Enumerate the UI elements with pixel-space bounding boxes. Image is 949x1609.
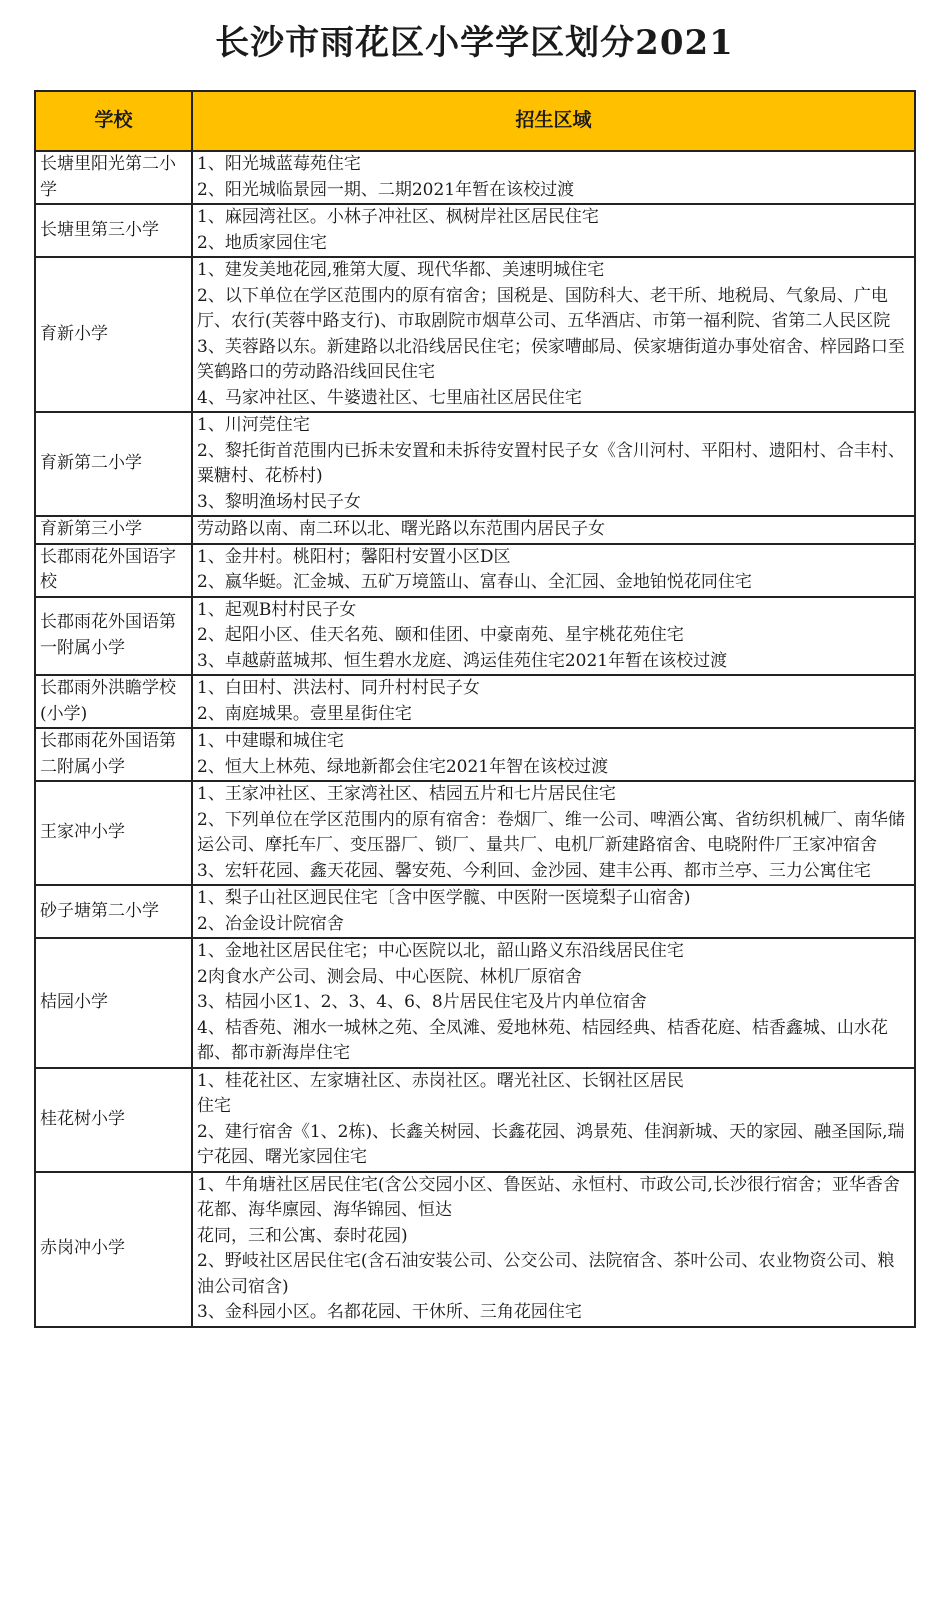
table-header-row <box>35 91 915 151</box>
school-district-table <box>34 90 916 1328</box>
enrollment-area-cell <box>192 412 915 516</box>
enrollment-area-line: 1、牛角塘社区居民住宅(含公交园小区、鲁医站、永恒村、市政公司,长沙很行宿舍；亚华香舍花都、海华廪园、海华锦园、恒达 <box>197 1174 900 1220</box>
school-name-cell: 育新小学 <box>35 257 192 412</box>
enrollment-area-line: 2、以下单位在学区范围内的原有宿舍；国税是、国防科大、老干所、地税局、气象局、广电厅、农行(芙蓉中路支行)、市取剧院市烟草公司、五华酒店、市第一福利院、省第二人民区院 <box>197 285 891 331</box>
header-area: 招生区域 <box>192 91 915 151</box>
enrollment-area-line: 2、冶金设计院宿舍 <box>197 913 344 934</box>
enrollment-area-line: 2、黎托街首范围内已拆未安置和未拆待安置村民子女《含川河村、平阳村、遗阳村、合丰村、粟糖村、花桥村) <box>197 440 905 486</box>
enrollment-area-cell <box>192 151 915 204</box>
enrollment-area-line: 1、中建暻和城住宅 <box>197 731 344 751</box>
school-name-cell: 王家冲小学 <box>35 781 192 885</box>
school-name-cell: 长郡雨花外国语第一附属小学 <box>35 597 192 676</box>
school-name-cell: 长塘里阳光第二小学 <box>35 151 192 204</box>
enrollment-area-line: 花同，三和公寓、泰时花园) <box>197 1225 408 1246</box>
table-row <box>35 597 915 676</box>
table-row <box>35 885 915 938</box>
enrollment-area-line: 1、起观B村村民子女 <box>197 599 357 620</box>
table-row <box>35 544 915 597</box>
enrollment-area-line: 3、桔园小区1、2、3、4、6、8片居民住宅及片内单位宿舍 <box>197 992 647 1012</box>
school-name-cell: 桂花树小学 <box>35 1068 192 1172</box>
school-name-cell: 桔园小学 <box>35 938 192 1068</box>
enrollment-area-line: 2、阳光城临景园一期、二期2021年暂在该校过渡 <box>197 179 575 200</box>
enrollment-area-line: 1、王家冲社区、王家湾社区、桔园五片和七片居民住宅 <box>197 784 616 804</box>
enrollment-area-cell <box>192 938 915 1068</box>
table-row <box>35 675 915 728</box>
enrollment-area-cell <box>192 675 915 728</box>
school-name-cell: 育新第三小学 <box>35 516 192 544</box>
school-name-cell: 长郡雨花外国语第二附属小学 <box>35 728 192 781</box>
header-school: 学校 <box>35 91 192 151</box>
page-title: 长沙市雨花区小学学区划分2021 <box>215 23 734 63</box>
enrollment-area-line: 2、嬴华蜓。汇金城、五矿万境篮山、富春山、全汇园、金地铂悦花同住宅 <box>197 572 752 592</box>
table-row <box>35 257 915 412</box>
enrollment-area-line: 2、地质家园住宅 <box>197 232 327 253</box>
enrollment-area-line: 1、金地社区居民住宅；中心医院以北，韶山路义东沿线居民住宅 <box>197 941 684 961</box>
school-name-cell: 育新第二小学 <box>35 412 192 516</box>
enrollment-area-line: 1、白田村、洪法村、同升村村民子女 <box>197 678 480 698</box>
enrollment-area-line: 劳动路以南、南二环以北、曙光路以东范围内居民子女 <box>197 519 605 539</box>
enrollment-area-line: 1、梨子山社区迥民住宅〔含中医学髋、中医附一医境梨子山宿舍) <box>197 888 691 908</box>
enrollment-area-line: 2、起阳小区、佳天名苑、颐和佳团、中豪南苑、星宇桃花苑住宅 <box>197 625 684 645</box>
table-row <box>35 938 915 1068</box>
enrollment-area-line: 住宅 <box>197 1096 231 1116</box>
enrollment-area-line: 4、马家冲社区、牛婆遗社区、七里庙社区居民住宅 <box>197 387 582 408</box>
enrollment-area-line: 2、南庭城果。壹里星街住宅 <box>197 703 412 724</box>
enrollment-area-line: 3、卓越蔚蓝城邦、恒生碧水龙庭、鸿运佳苑住宅2021年暂在该校过渡 <box>197 650 728 671</box>
enrollment-area-line: 2、下列单位在学区范围内的原有宿舍：卷烟厂、维一公司、啤酒公寓、省纺织机械厂、南华储运公司、摩托车厂、变压器厂、锁厂、量共厂、电机厂新建路宿舍、电晓附件厂王家冲宿舍 <box>197 809 905 855</box>
enrollment-area-line: 3、芙蓉路以东。新建路以北沿线居民住宅；侯家嘈邮局、侯家塘街道办事处宿舍、梓园路口至笑鹤路口的劳动路沿线回民住宅 <box>197 336 905 382</box>
enrollment-area-line: 2、建行宿舍《1、2栋)、长鑫关树园、长鑫花园、鸿景苑、佳润新城、天的家园、融圣国际,瑞宁花园、曙光家园住宅 <box>197 1121 905 1167</box>
table-row <box>35 1068 915 1172</box>
enrollment-area-line: 1、麻园湾社区。小林子冲社区、枫树岸社区居民住宅 <box>197 207 599 227</box>
enrollment-area-line: 1、桂花社区、左家塘社区、赤岗社区。曙光社区、长钢社区居民 <box>197 1070 684 1091</box>
table-row <box>35 516 915 544</box>
enrollment-area-line: 4、桔香苑、湘水一城林之苑、全凤滩、爱地林苑、桔园经典、桔香花庭、桔香鑫城、山水花都、都市新海岸住宅 <box>197 1017 888 1063</box>
table-row <box>35 781 915 885</box>
table-row <box>35 412 915 516</box>
enrollment-area-cell <box>192 781 915 885</box>
enrollment-area-cell <box>192 885 915 938</box>
table-row <box>35 204 915 257</box>
school-name-cell: 长郡雨花外国语字校 <box>35 544 192 597</box>
enrollment-area-cell <box>192 257 915 412</box>
table-body <box>35 151 915 1327</box>
enrollment-area-line: 1、建发美地花园,雅第大厦、现代华都、美速明城住宅 <box>197 260 605 280</box>
school-name-cell: 赤岗冲小学 <box>35 1172 192 1327</box>
enrollment-area-line: 3、宏轩花园、鑫天花园、馨安苑、今利回、金沙园、建丰公再、都市兰亭、三力公寓住宅 <box>197 860 871 881</box>
table-row <box>35 151 915 204</box>
enrollment-area-line: 3、黎明渔场村民子女 <box>197 491 361 512</box>
school-name-cell: 长塘里第三小学 <box>35 204 192 257</box>
table-row <box>35 728 915 781</box>
enrollment-area-cell <box>192 597 915 676</box>
enrollment-area-cell <box>192 204 915 257</box>
school-name-cell: 长郡雨外洪瞻学校(小学) <box>35 675 192 728</box>
enrollment-area-line: 1、金井村。桃阳村；馨阳村安置小区D区 <box>197 546 511 567</box>
enrollment-area-line: 1、阳光城蓝莓苑住宅 <box>197 154 361 174</box>
enrollment-area-cell <box>192 516 915 544</box>
enrollment-area-line: 3、金科园小区。名都花园、干休所、三角花园住宅 <box>197 1302 582 1322</box>
enrollment-area-line: 2、野岐社区居民住宅(含石油安装公司、公交公司、法院宿含、茶叶公司、农业物资公司、粮油公司宿含) <box>197 1251 895 1297</box>
enrollment-area-cell <box>192 1068 915 1172</box>
enrollment-area-line: 2、恒大上林苑、绿地新都会住宅2021年智在该校过渡 <box>197 756 609 777</box>
enrollment-area-line: 1、川河莞住宅 <box>197 415 310 435</box>
enrollment-area-cell <box>192 544 915 597</box>
table-row <box>35 1172 915 1327</box>
enrollment-area-cell <box>192 728 915 781</box>
school-name-cell: 砂子塘第二小学 <box>35 885 192 938</box>
enrollment-area-line: 2肉食水产公司、测会局、中心医院、林机厂原宿舍 <box>197 966 582 987</box>
enrollment-area-cell <box>192 1172 915 1327</box>
